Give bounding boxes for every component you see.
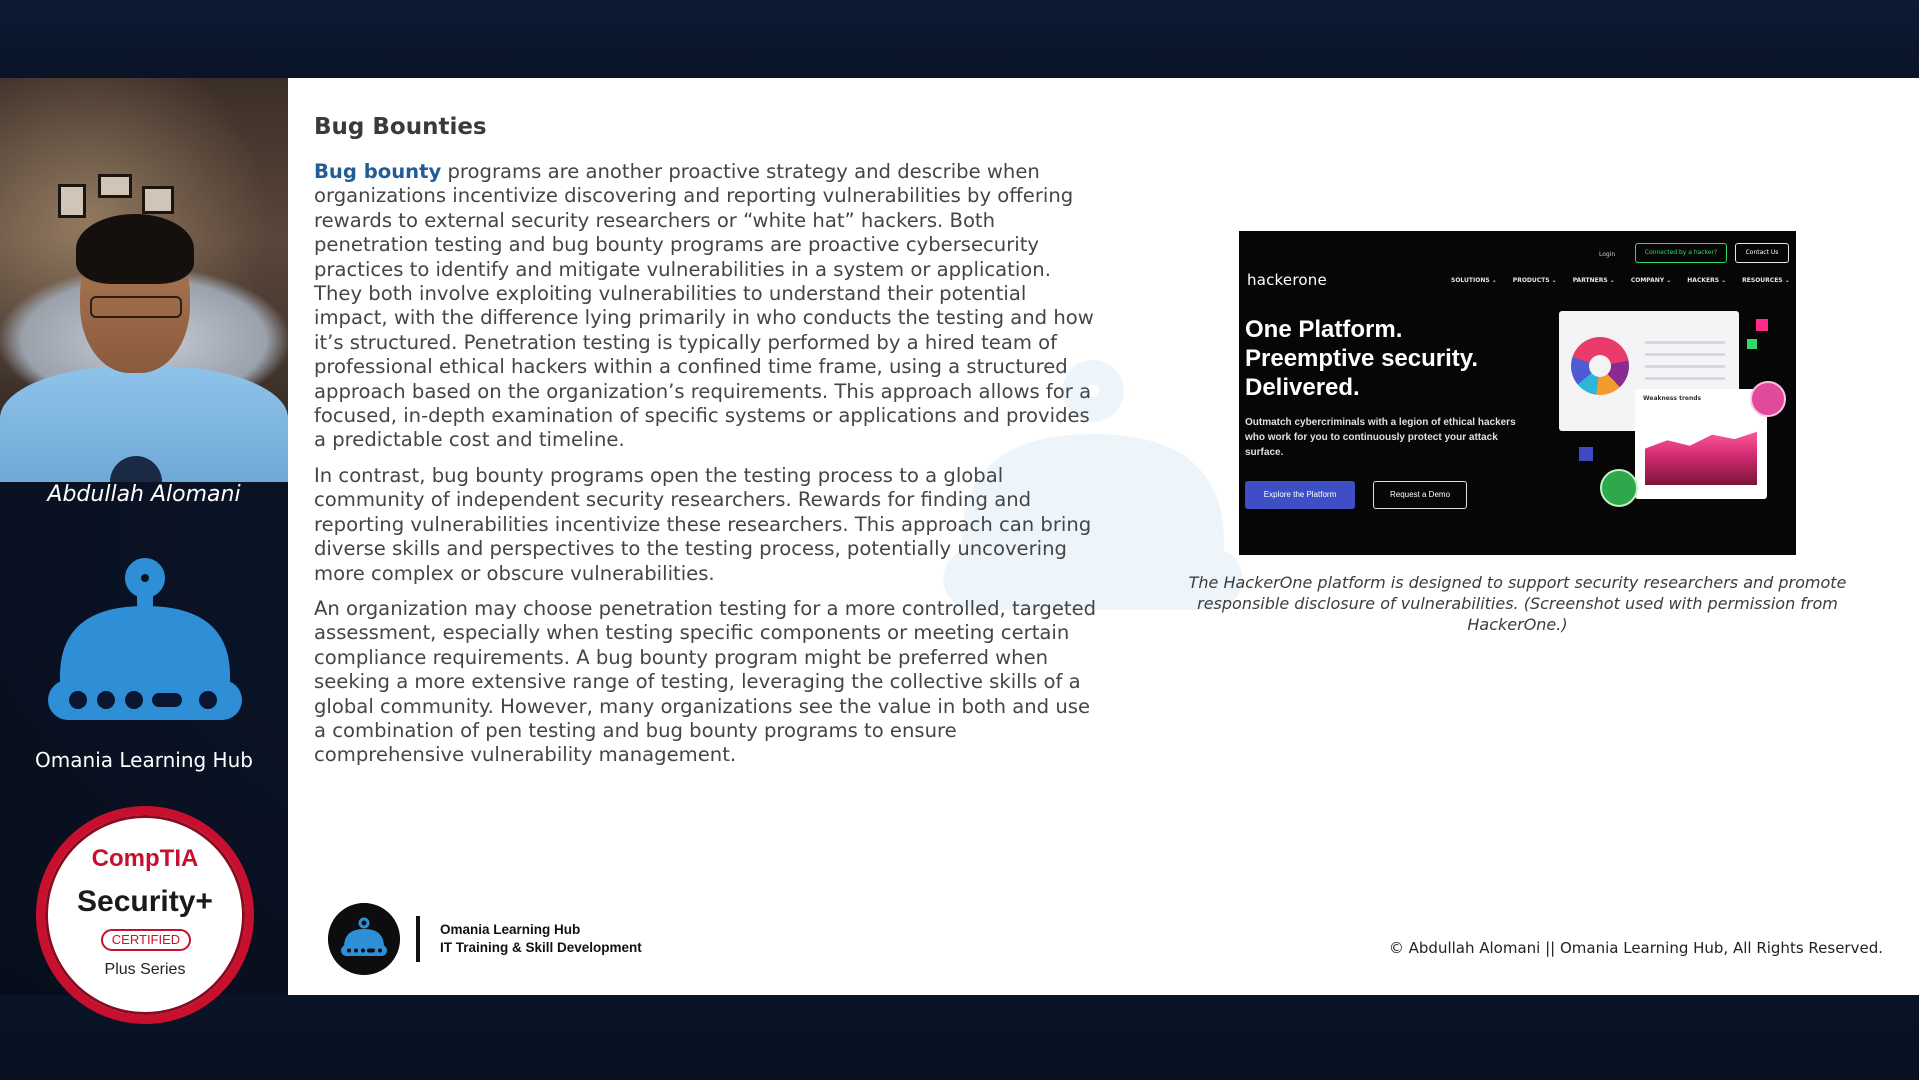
nav-item: PRODUCTS ⌄: [1512, 277, 1557, 284]
contact-button: Contact Us: [1735, 243, 1789, 263]
presenter-sidebar: [0, 78, 288, 1080]
wall-frame: [142, 186, 174, 214]
copyright-notice: © Abdullah Alomani || Omania Learning Hub, All Rights Reserved.: [1388, 939, 1883, 957]
presenter-name: Abdullah Alomani: [47, 482, 241, 507]
paragraph-1: [314, 160, 1104, 453]
weakness-trends-title: Weakness trends: [1643, 395, 1702, 402]
donut-chart-icon: [1571, 337, 1629, 395]
decor-square: [1579, 447, 1593, 461]
key-term: Bug bounty: [314, 160, 442, 183]
wall-frame: [58, 184, 86, 218]
hackerone-headline: One Platform. Preemptive security. Delivered.: [1245, 316, 1479, 401]
nav-item: SOLUTIONS ⌄: [1451, 277, 1497, 284]
top-background-band: [0, 0, 1919, 78]
decor-square: [1747, 339, 1757, 349]
badge-brand: CompTIA: [91, 845, 199, 872]
explore-platform-button: Explore the Platform: [1245, 481, 1355, 509]
figure-caption: The HackerOne platform is designed to support security researchers and promote responsible disclosure of vulnerabilities. (Screenshot used with permission from HackerOne.): [1188, 573, 1847, 634]
area-chart-icon: [1645, 429, 1757, 485]
nav-item: HACKERS ⌄: [1687, 277, 1727, 284]
hub-name: Omania Learning Hub: [35, 748, 253, 772]
hackerone-logo: hackerone: [1247, 271, 1327, 289]
paragraph-3: An organization may choose penetration testing for a more controlled, targeted assessment, especially when testing specific components or meeting certain compliance requirements. A bug bounty program might be preferred when seeking a more extensive range of testing, leveraging the collective skills of a global community. However, many organizations see the value in both and use a combination of pen testing and bug bounty programs to ensure comprehensive vulnerability management.: [314, 596, 1097, 767]
nav-item: COMPANY ⌄: [1630, 277, 1672, 284]
footer-logo-icon: [328, 903, 400, 975]
paragraph-1-text: programs are another proactive strategy and describe when organizations incentivize discovering and reporting vulnerabilities by offering rewards to external security researchers or “white hat” hackers. Both penetration testing and bug bounty programs are proactive cybersecurity practices to identify and mitigate vulnerabilities in a system or application. They both involve exploiting vulnerabilities to understand their potential impact, with the difference lying primarily in who conducts the testing and how it’s structured. Penetration testing is typically performed by a hired team of professional ethical hackers within a confined time frame, using a structured approach based on the organization’s requirements. This approach allows for a focused, in-depth examination of specific systems or applications and provides a predictable cost and timeline.: [314, 160, 1094, 452]
hub-logo-icon: [38, 556, 252, 726]
hackerone-nav: [1451, 277, 1790, 284]
comptia-security-plus-badge: [36, 806, 254, 1024]
webcam-feed: [0, 78, 288, 482]
decor-square: [1756, 319, 1768, 331]
badge-certified: CERTIFIED: [101, 929, 191, 951]
presenter-glasses: [90, 296, 182, 318]
nav-item: RESOURCES ⌄: [1742, 277, 1790, 284]
slide: [288, 78, 1919, 995]
slide-body: [314, 160, 1104, 779]
footer-tagline: IT Training & Skill Development: [440, 940, 642, 955]
login-link: Login: [1599, 251, 1616, 258]
paragraph-2: In contrast, bug bounty programs open the testing process to a global community of independent security researchers. Rewards for finding and reporting vulnerabilities incentivize these researchers. This approach can bring diverse skills and perspectives to the testing process, potentially uncovering more complex or obscure vulnerabilities.: [314, 463, 1092, 585]
badge-product: Security+: [77, 885, 213, 918]
hackerone-screenshot: [1239, 231, 1796, 555]
weakness-trends-panel: [1635, 389, 1767, 499]
footer-org-name: Omania Learning Hub: [440, 922, 581, 937]
connect-button: Connected by a hacker?: [1635, 243, 1727, 263]
request-demo-button: Request a Demo: [1373, 481, 1467, 509]
hacker-avatar-icon: [1750, 381, 1786, 417]
presenter-hair: [76, 214, 194, 284]
footer-divider: [416, 916, 420, 962]
nav-item: PARTNERS ⌄: [1572, 277, 1615, 284]
hackerone-subtext: Outmatch cybercriminals with a legion of ethical hackers who work for you to continuously protect your attack surface.: [1245, 417, 1516, 458]
slide-title: Bug Bounties: [314, 114, 487, 140]
badge-series: Plus Series: [104, 961, 186, 978]
wall-frame: [98, 174, 132, 198]
hacker-avatar-icon: [1600, 469, 1638, 507]
